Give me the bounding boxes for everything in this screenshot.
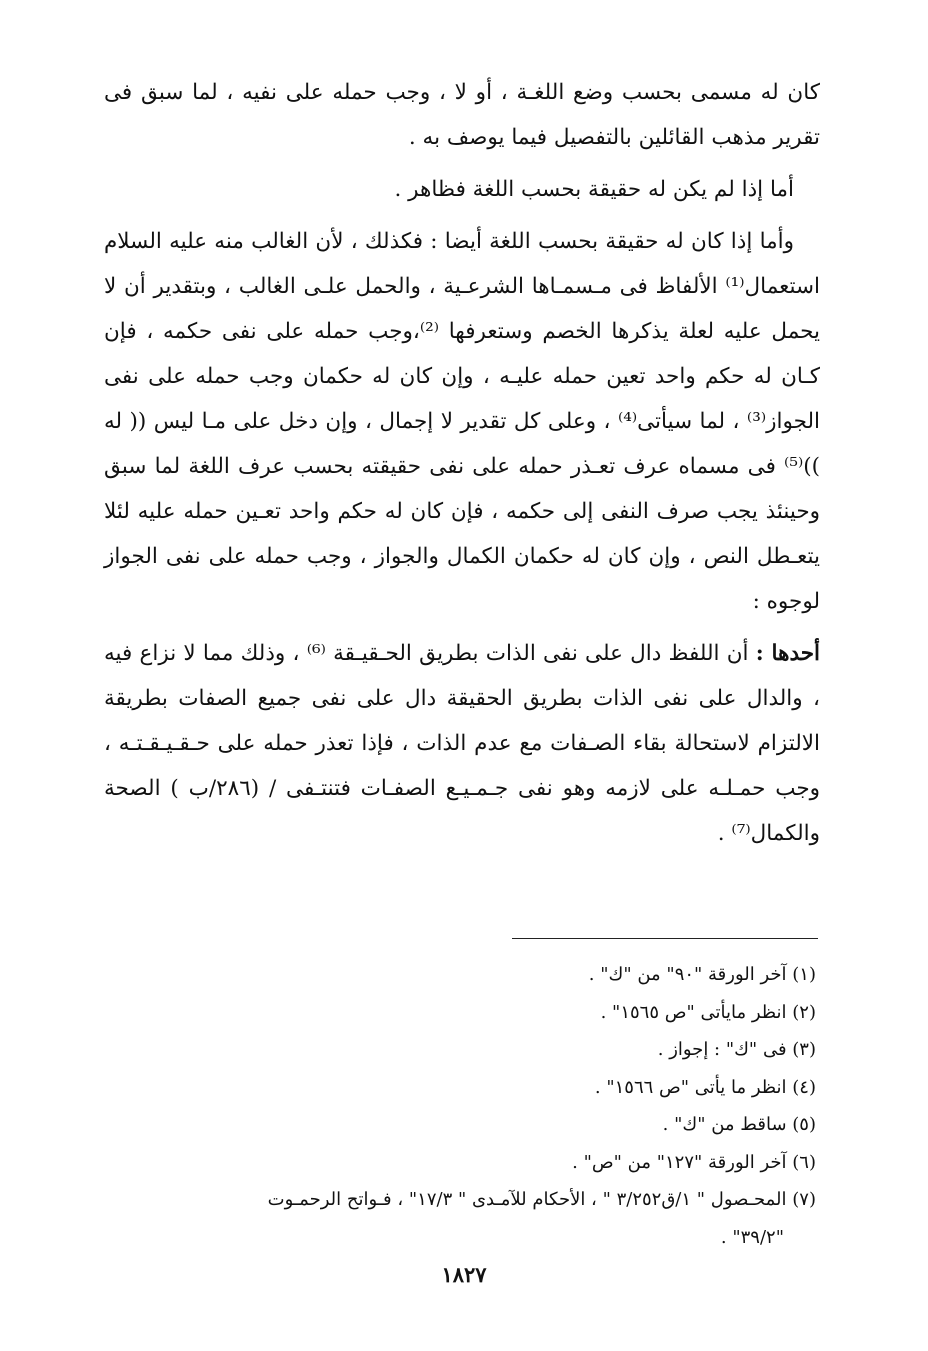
paragraph-2 bbox=[104, 167, 820, 212]
paragraph-1-text: كان له مسمى بحسب وضع اللغـة ، أو لا ، وجب حمله على نفيه ، لما سبق فى تقرير مذهب القائلين بالتفصيل فيما يوصف به . bbox=[104, 80, 820, 150]
footnote-1: (١) آخر الورقة "٩٠" من "ك" . bbox=[588, 964, 816, 985]
footnotes-section bbox=[104, 956, 816, 1256]
paragraph-4 bbox=[104, 631, 820, 856]
page-number: ١٨٢٧ bbox=[441, 1262, 487, 1287]
paragraph-3 bbox=[104, 219, 820, 624]
paragraph-3-text: وأما إذا كان له حقيقة بحسب اللغة أيضا : فكذلك ، لأن الغالب منه عليه السلام استعمال⁽¹⁾ الألفاظ فى مـسمـاها الشرعـية ، والحمل علـى الغالب ، وبتقدير أن لا يحمل عليه لعلة يذكرها الخصم وستعرفها ⁽²⁾،وجب حمله على نفى حكمه ، فإن كـان له حكم واحد تعين حمله عليـه ، وإن كان له حكمان وجب حمله على نفى الجواز⁽³⁾ ، لما سيأتى⁽⁴⁾ ، وعلى كل تقدير لا إجمال ، وإن دخل على مـا ليس (( له ))⁽⁵⁾ فى مسماه عرف تعـذر حمله على نفى حقيقته بحسب عرف اللغة لما سبق وحينئذ يجب صرف النفى إلى حكمه ، فإن كان له حكم واحد تعـين حمله عليه لئلا يتعـطل النص ، وإن كان له حكمان الكمال والجواز ، وجب حمله على نفى الجواز لوجوه : bbox=[104, 229, 820, 614]
footnote-5: (٥) ساقط من "ك" . bbox=[662, 1114, 816, 1135]
paragraph-1 bbox=[104, 70, 820, 160]
footnote-7-continuation: "٣٩/٢" . bbox=[720, 1226, 784, 1248]
paragraph-4-text: أن اللفظ دال على نفى الذات بطريق الحـقيـقة ⁽⁶⁾ ، وذلك مما لا نزاع فيه ، والدال على نفى الذات بطريق الحقيقة دال على نفى جميع الصفات بطريقة الالتزام لاستحالة بقاء الصـفات مع عدم الذات ، فإذا تعذر حمله على حـقـيـقـتـه ، وجب حمـلـه على لازمه وهو نفى جـمـيـع الصفـات فتنتـفى / (٢٨٦/ب ) الصحة والكمال⁽⁷⁾ . bbox=[104, 641, 820, 846]
main-text-body bbox=[104, 70, 820, 856]
footnote-6: (٦) آخر الورقة "١٢٧" من "ص" . bbox=[572, 1151, 816, 1173]
footnote-4: (٤) انظر ما يأتى "ص ١٥٦٦" . bbox=[594, 1076, 816, 1098]
footnote-7: (٧) المحـصول " ١/ق٣/٢٥٢ " ، الأحكام للآمـدى " ١٧/٣" ، فـواتح الرحمـوت bbox=[267, 1189, 816, 1210]
paragraph-2-text: أما إذا لم يكن له حقيقة بحسب اللغة فظاهر . bbox=[394, 177, 794, 202]
footnote-3: (٣) فى "ك" : إجواز . bbox=[657, 1039, 816, 1060]
paragraph-4-lead: أحدها : bbox=[755, 641, 820, 666]
footnote-separator-line bbox=[512, 938, 818, 939]
footnote-2: (٢) انظر مايأتى "ص ١٥٦٥" . bbox=[600, 1001, 816, 1023]
